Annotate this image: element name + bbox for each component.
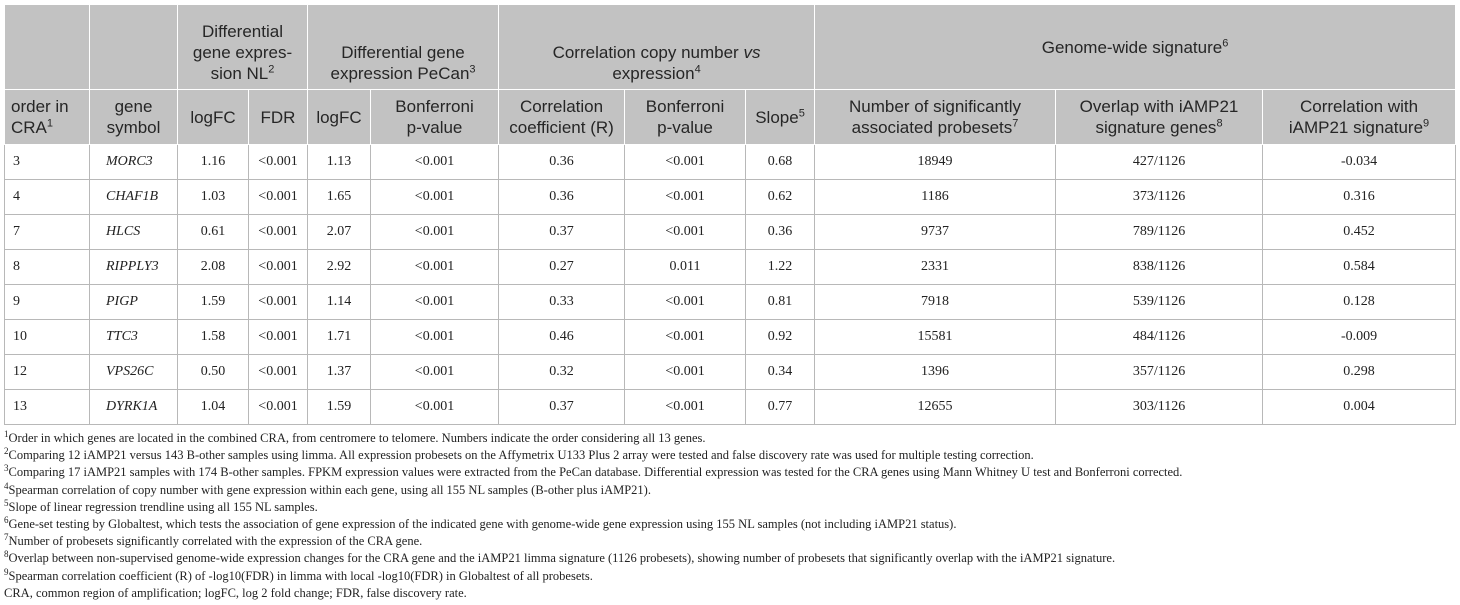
cell-logfc-nl: 2.08: [178, 250, 249, 285]
cell-bonf-corr: <0.001: [625, 180, 746, 215]
col-bonferroni-pecan: Bonferroni p-value: [371, 90, 499, 145]
table-row: [5, 250, 1456, 285]
footnote: $^1$Order in which genes are located in the combined CRA, from centromere to telomere. Numbers indicate the order considering all 13 genes.: [4, 428, 706, 445]
cell-logfc-pecan: 2.92: [308, 250, 371, 285]
cell-corrsig: 0.584: [1263, 250, 1456, 285]
cell-overlap: 427/1126: [1056, 145, 1263, 180]
cell-num: 7918: [815, 285, 1056, 320]
group-header-row: [5, 5, 1456, 90]
col-logfc-nl: logFC: [178, 90, 249, 145]
empty-header-cell: [90, 5, 178, 90]
cell-num: 1396: [815, 355, 1056, 390]
footnote: $^2$Comparing 12 iAMP21 versus 143 B-other samples using limma. All expression probesets on the Affymetrix U133 Plus 2 array were tested and false discovery rate was used for multiple testing correction.: [4, 446, 1034, 463]
cell-bonf-corr: <0.001: [625, 320, 746, 355]
cell-bonf-corr: 0.011: [625, 250, 746, 285]
cell-logfc-nl: 1.03: [178, 180, 249, 215]
col-slope: Slope$^5$: [746, 90, 815, 145]
cell-overlap: 484/1126: [1056, 320, 1263, 355]
cell-fdr-nl: <0.001: [249, 250, 308, 285]
cell-overlap: 789/1126: [1056, 215, 1263, 250]
header-de-nl: Differential gene expres- sion $NL^2$: [178, 5, 308, 90]
cell-gene: DYRK1A: [90, 390, 178, 425]
results-table: [4, 4, 1456, 425]
cell-overlap: 303/1126: [1056, 390, 1263, 425]
col-order: order in CRA$^1$: [5, 90, 90, 145]
header-genome-wide: Genome-wide signature$^6$: [815, 5, 1456, 90]
col-gene: gene symbol: [90, 90, 178, 145]
cell-corrsig: -0.009: [1263, 320, 1456, 355]
cell-bonf-pecan: <0.001: [371, 355, 499, 390]
cell-logfc-pecan: 1.13: [308, 145, 371, 180]
cell-order: 8: [5, 250, 90, 285]
cell-logfc-pecan: 1.37: [308, 355, 371, 390]
cell-gene: TTC3: [90, 320, 178, 355]
cell-corr: 0.32: [499, 355, 625, 390]
cell-corrsig: 0.316: [1263, 180, 1456, 215]
abbreviations: CRA, common region of amplification; logFC, log 2 fold change; FDR, false discovery rate.: [4, 585, 467, 600]
cell-bonf-pecan: <0.001: [371, 390, 499, 425]
cell-corr: 0.33: [499, 285, 625, 320]
cell-overlap: 539/1126: [1056, 285, 1263, 320]
cell-num: 15581: [815, 320, 1056, 355]
cell-gene: MORC3: [90, 145, 178, 180]
table-row: [5, 285, 1456, 320]
cell-order: 9: [5, 285, 90, 320]
cell-logfc-nl: 1.16: [178, 145, 249, 180]
cell-num: 12655: [815, 390, 1056, 425]
cell-logfc-nl: 1.59: [178, 285, 249, 320]
footnote: $^5$Slope of linear regression trendline using all 155 NL samples.: [4, 497, 318, 514]
col-bonferroni-corr: Bonferroni p-value: [625, 90, 746, 145]
cell-logfc-nl: 1.04: [178, 390, 249, 425]
cell-gene: HLCS: [90, 215, 178, 250]
cell-order: 13: [5, 390, 90, 425]
cell-slope: 0.81: [746, 285, 815, 320]
cell-bonf-pecan: <0.001: [371, 320, 499, 355]
cell-fdr-nl: <0.001: [249, 145, 308, 180]
table-row: [5, 390, 1456, 425]
cell-order: 7: [5, 215, 90, 250]
cell-overlap: 838/1126: [1056, 250, 1263, 285]
cell-logfc-nl: 1.58: [178, 320, 249, 355]
cell-corrsig: 0.298: [1263, 355, 1456, 390]
col-num-probesets: Number of significantly associated probesets$^7$: [815, 90, 1056, 145]
cell-corr: 0.27: [499, 250, 625, 285]
cell-bonf-pecan: <0.001: [371, 250, 499, 285]
cell-corr: 0.37: [499, 215, 625, 250]
cell-order: 12: [5, 355, 90, 390]
table-row: [5, 145, 1456, 180]
cell-fdr-nl: <0.001: [249, 285, 308, 320]
col-fdr-nl: FDR: [249, 90, 308, 145]
cell-overlap: 357/1126: [1056, 355, 1263, 390]
cell-corrsig: 0.452: [1263, 215, 1456, 250]
cell-overlap: 373/1126: [1056, 180, 1263, 215]
cell-gene: RIPPLY3: [90, 250, 178, 285]
table-row: [5, 215, 1456, 250]
cell-bonf-corr: <0.001: [625, 145, 746, 180]
cell-corr: 0.36: [499, 145, 625, 180]
col-correlation-coef: Correlation coefficient (R): [499, 90, 625, 145]
cell-order: 3: [5, 145, 90, 180]
cell-num: 18949: [815, 145, 1056, 180]
column-header-row: [5, 90, 1456, 145]
footnote: $^3$Comparing 17 iAMP21 samples with 174 B-other samples. FPKM expression values were extracted from the PeCan database. Differential expression was tested for the CRA genes using Mann Whitney U test and Bonferroni corrected.: [4, 463, 1183, 480]
footnote: $^4$Spearman correlation of copy number with gene expression within each gene, using all 155 NL samples (B-other plus iAMP21).: [4, 480, 651, 497]
cell-num: 2331: [815, 250, 1056, 285]
cell-bonf-pecan: <0.001: [371, 145, 499, 180]
cell-gene: CHAF1B: [90, 180, 178, 215]
cell-bonf-pecan: <0.001: [371, 215, 499, 250]
cell-slope: 0.68: [746, 145, 815, 180]
cell-slope: 0.36: [746, 215, 815, 250]
col-logfc-pecan: logFC: [308, 90, 371, 145]
footnote: $^7$Number of probesets significantly correlated with the expression of the CRA gene.: [4, 532, 423, 549]
cell-bonf-corr: <0.001: [625, 390, 746, 425]
col-correlation-signature: Correlation with iAMP21 signature$^9$: [1263, 90, 1456, 145]
cell-bonf-pecan: <0.001: [371, 180, 499, 215]
cell-logfc-nl: 0.50: [178, 355, 249, 390]
table-figure: [4, 4, 1455, 602]
cell-fdr-nl: <0.001: [249, 180, 308, 215]
cell-logfc-pecan: 1.71: [308, 320, 371, 355]
table-row: [5, 180, 1456, 215]
cell-logfc-pecan: 1.59: [308, 390, 371, 425]
header-de-pecan: Differential gene expression PeCan$^3$: [308, 5, 499, 90]
footnotes: [4, 430, 1455, 602]
cell-logfc-pecan: 1.65: [308, 180, 371, 215]
cell-bonf-pecan: <0.001: [371, 285, 499, 320]
header-correlation: Correlation copy number vs expression$^4$: [499, 5, 815, 90]
cell-bonf-corr: <0.001: [625, 285, 746, 320]
cell-fdr-nl: <0.001: [249, 355, 308, 390]
cell-gene: PIGP: [90, 285, 178, 320]
cell-fdr-nl: <0.001: [249, 215, 308, 250]
cell-slope: 0.92: [746, 320, 815, 355]
cell-logfc-pecan: 1.14: [308, 285, 371, 320]
footnote: $^8$Overlap between non-supervised genome-wide expression changes for the CRA gene and the iAMP21 limma signature (1126 probesets), showing number of probesets that significantly overlap with the iAMP21 signature.: [4, 549, 1116, 566]
cell-slope: 0.77: [746, 390, 815, 425]
empty-header-cell: [5, 5, 90, 90]
col-overlap: Overlap with iAMP21 signature genes$^8$: [1056, 90, 1263, 145]
cell-logfc-pecan: 2.07: [308, 215, 371, 250]
table-row: [5, 355, 1456, 390]
cell-slope: 0.34: [746, 355, 815, 390]
cell-bonf-corr: <0.001: [625, 215, 746, 250]
cell-corr: 0.46: [499, 320, 625, 355]
cell-corrsig: 0.004: [1263, 390, 1456, 425]
cell-slope: 0.62: [746, 180, 815, 215]
cell-order: 10: [5, 320, 90, 355]
cell-num: 9737: [815, 215, 1056, 250]
cell-corr: 0.37: [499, 390, 625, 425]
footnote: $^9$Spearman correlation coefficient (R) of -log10(FDR) in limma with local -log10(FDR) in Globaltest of all probesets.: [4, 566, 593, 583]
cell-gene: VPS26C: [90, 355, 178, 390]
cell-num: 1186: [815, 180, 1056, 215]
cell-order: 4: [5, 180, 90, 215]
cell-logfc-nl: 0.61: [178, 215, 249, 250]
cell-corrsig: -0.034: [1263, 145, 1456, 180]
cell-slope: 1.22: [746, 250, 815, 285]
cell-corr: 0.36: [499, 180, 625, 215]
cell-corrsig: 0.128: [1263, 285, 1456, 320]
cell-bonf-corr: <0.001: [625, 355, 746, 390]
footnote: $^6$Gene-set testing by Globaltest, which tests the association of gene expression of the indicated gene with genome-wide gene expression using 155 NL samples (not including iAMP21 status).: [4, 514, 957, 532]
cell-fdr-nl: <0.001: [249, 320, 308, 355]
table-row: [5, 320, 1456, 355]
cell-fdr-nl: <0.001: [249, 390, 308, 425]
